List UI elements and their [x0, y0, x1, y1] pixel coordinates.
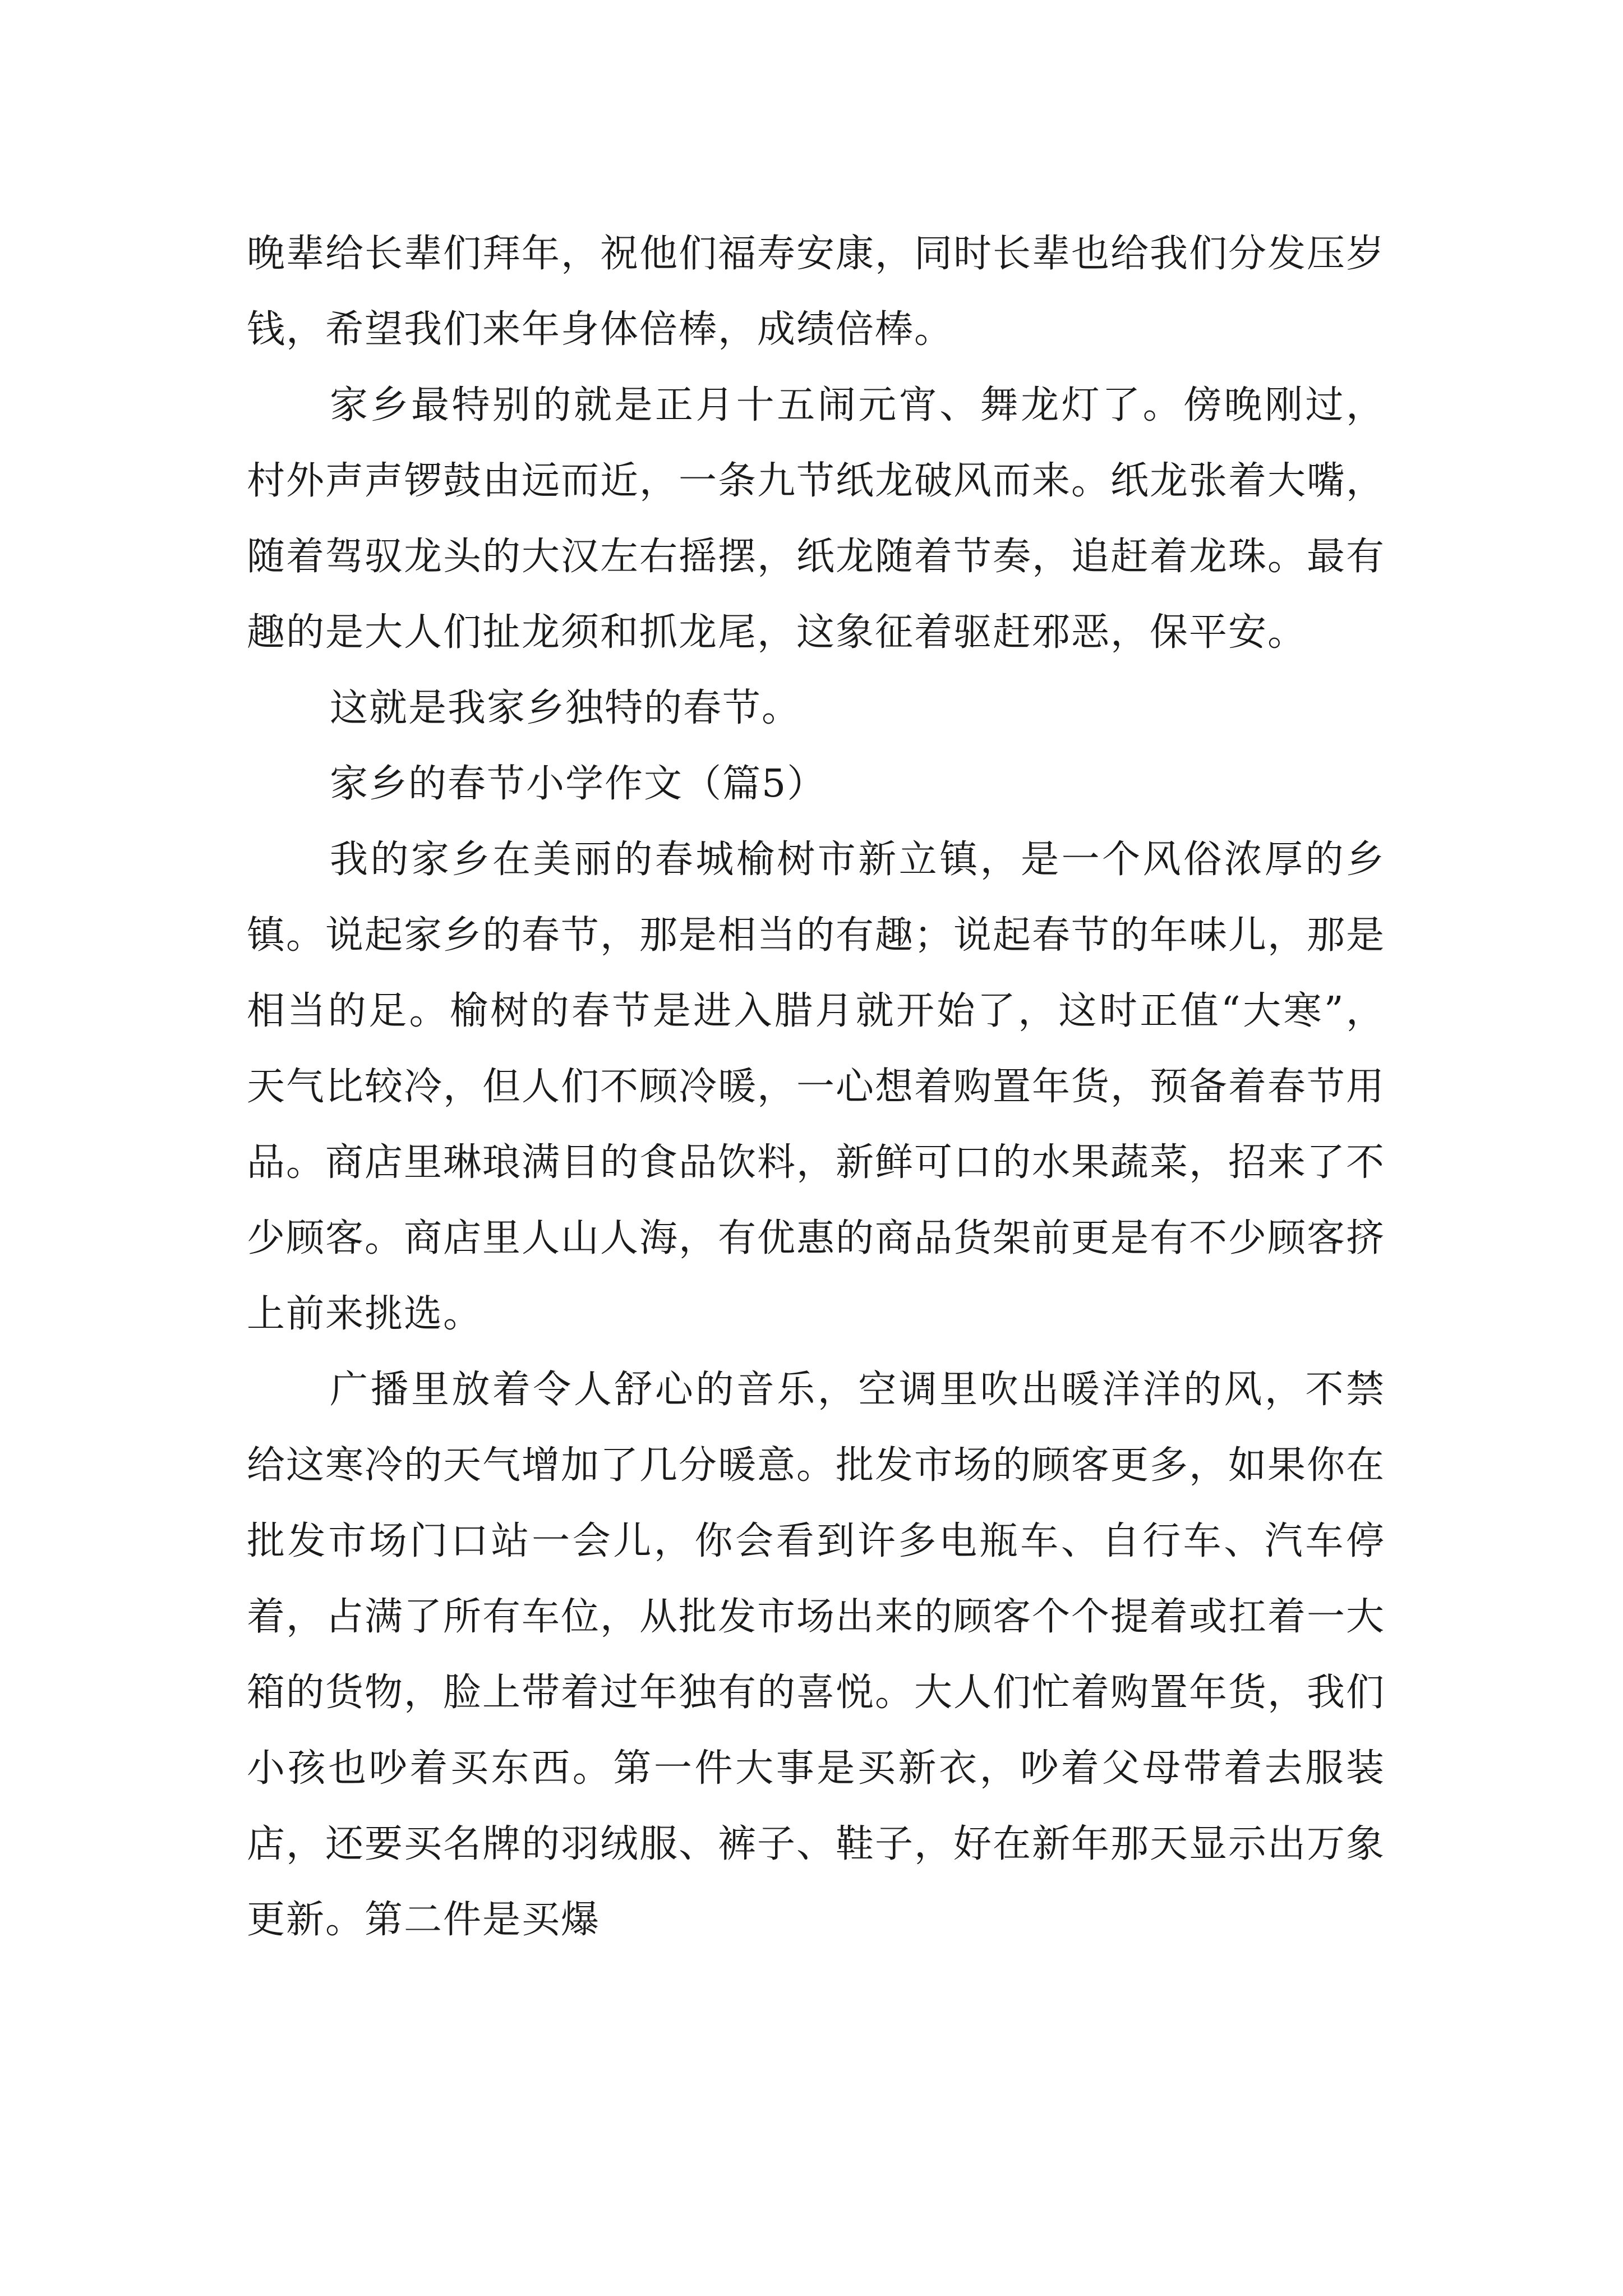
- paragraph-lantern-festival: 家乡最特别的就是正月十五闹元宵、舞龙灯了。傍晚刚过，村外声声锣鼓由远而近，一条九节纸龙破风而来。纸龙张着大嘴，随着驾驭龙头的大汉左右摇摆，纸龙随着节奏，追赶着龙珠。最有趣的是大人们扯龙须和抓龙尾，这象征着驱赶邪恶，保平安。: [247, 383, 1386, 655]
- section-heading: 家乡的春节小学作文（篇5）: [330, 762, 827, 806]
- essay-body: [247, 216, 1385, 1958]
- paragraph-hometown-intro: 我的家乡在美丽的春城榆树市新立镇，是一个风俗浓厚的乡镇。说起家乡的春节，那是相当的有趣；说起春节的年味儿，那是相当的足。榆树的春节是进入腊月就开始了，这时正值“大寒”，天气比较冷，但人们不顾冷暖，一心想着购置年货，预备着春节用品。商店里琳琅满目的食品饮料，新鲜可口的水果蔬菜，招来了不少顾客。商店里人山人海，有优惠的商品货架前更是有不少顾客挤上前来挑选。: [247, 838, 1386, 1336]
- paragraph-shopping: 广播里放着令人舒心的音乐，空调里吹出暖洋洋的风，不禁给这寒冷的天气增加了几分暖意。批发市场的顾客更多，如果你在批发市场门口站一会儿，你会看到许多电瓶车、自行车、汽车停着，占满了所有车位，从批发市场出来的顾客个个提着或扛着一大箱的货物，脸上带着过年独有的喜悦。大人们忙着购置年货，我们小孩也吵着买东西。第一件大事是买新衣，吵着父母带着去服装店，还要买名牌的羽绒服、裤子、鞋子，好在新年那天显示出万象更新。第二件是买爆: [247, 1368, 1386, 1942]
- paragraph-conclusion: 这就是我家乡独特的春节。: [330, 686, 801, 730]
- paragraph-continuation: 晚辈给长辈们拜年，祝他们福寿安康，同时长辈也给我们分发压岁钱，希望我们来年身体倍棒，成绩倍棒。: [247, 232, 1386, 352]
